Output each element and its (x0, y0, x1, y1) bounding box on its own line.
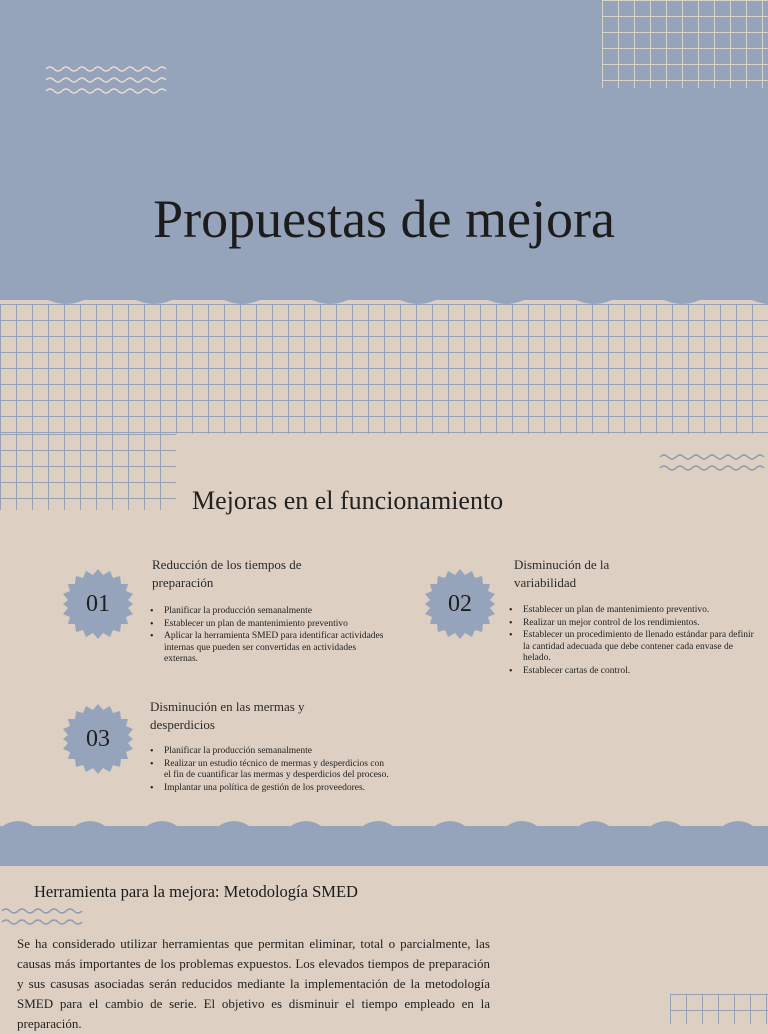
badge-01 (63, 569, 133, 639)
list-item: • Planificar la producción semanalmente (150, 746, 390, 758)
block-03-points (150, 746, 390, 795)
scalloped-edge-bottom-top (0, 818, 768, 832)
list-item: • Aplicar la herramienta SMED para identificar actividades internas que pueden ser convertidas en actividades externas. (150, 631, 390, 666)
block-03-heading: Disminución en las mermas y desperdicios (150, 699, 305, 732)
scalloped-edge-top (0, 290, 768, 312)
section-title-smed: Herramienta para la mejora: Metodología SMED (34, 882, 358, 901)
list-item: • Establecer cartas de control. (509, 666, 759, 678)
section-title-mejoras: Mejoras en el funcionamiento (192, 486, 504, 515)
page-title: Propuestas de mejora (153, 189, 615, 249)
list-item: • Establecer un plan de mantenimiento preventivo (150, 619, 390, 631)
decorative-squiggle-left (0, 906, 86, 928)
decorative-grid-left (0, 434, 176, 510)
list-item: • Planificar la producción semanalmente (150, 606, 390, 618)
list-item: • Establecer un plan de mantenimiento preventivo. (509, 605, 759, 617)
list-item: • Realizar un estudio técnico de mermas y desperdicios con el fin de cuantificar las mermas y desperdicios del proceso. (150, 759, 390, 782)
decorative-squiggle-right (658, 452, 768, 474)
divider-band (0, 826, 768, 866)
decorative-grid-bottom-right (670, 994, 768, 1024)
block-01-heading: Reducción de los tiempos de preparación (152, 557, 302, 590)
decorative-grid-band (0, 304, 768, 434)
badge-number: 03 (86, 726, 110, 752)
block-02-points (509, 605, 759, 678)
badge-02 (425, 569, 495, 639)
section-body-smed: Se ha considerado utilizar herramientas que permitan eliminar, total o parcialmente, las causas más importantes de los problemas expuestos. Los elevados tiempos de preparación y sus casusas asociadas serán reducidos mediante la implementación de la metodología SMED para el cambio de serie. El objetivo es disminuir el tiempo empleado en la preparación. (17, 936, 490, 1031)
list-item: • Realizar un mejor control de los rendimientos. (509, 618, 759, 630)
badge-03 (63, 704, 133, 774)
decorative-squiggle-top-left (44, 64, 168, 98)
badge-number: 01 (86, 591, 110, 617)
list-item: • Implantar una política de gestión de los proveedores. (150, 783, 390, 795)
block-02-heading: Disminución de la variabilidad (514, 557, 610, 590)
list-item: • Establecer un procedimiento de llenado estándar para definir la cantidad adecuada que debe contener cada envase de helado. (509, 630, 759, 665)
decorative-grid-top-right (602, 0, 768, 88)
block-01-points (150, 606, 390, 667)
badge-number: 02 (448, 591, 472, 617)
